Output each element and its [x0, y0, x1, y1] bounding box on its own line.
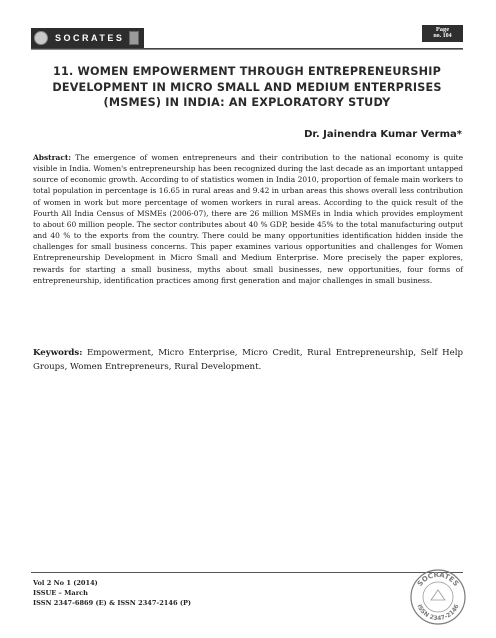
stamp-top-text: SOCRATES	[415, 570, 461, 588]
keywords-text: Empowerment, Micro Enterprise, Micro Credit, Rural Entrepreneurship, Self Help Groups, Women Entrepreneurs, Rural Development.	[33, 348, 464, 372]
abstract-text: The emergence of women entrepreneurs and their contribution to the national economy is quite visible in India. Women's entrepreneurship has been recognized during the last decade as an important untapped source of economic growth. According to of statistics women in India 2010, proportion of female main workers to total population in percentage is 16.65 in rural areas and 9.42 in urban areas this shows overall less contribution of women in work but more percentage of women workers in rural areas. According to the quick result of the Fourth All India Census of MSMEs (2006-07), there are 26 million MSMEs in India which provides employment to about 60 million people. The sector contributes about 40 % GDP, beside 45% to the total manufacturing output and 40 % to the exports from the country. There could be many opportunities identification hidden inside the challenges for small business concerns. This paper examines various opportunities and challenges for Women Entrepreneurship Development in Micro Small and Medium Enterprise. More precisely the paper explores, rewards for starting a small business, myths about small businesses, new opportunities, four forms of entrepreneurship, identification practices among first generation and major challenges in small business.	[33, 153, 464, 285]
volume-info: Vol 2 No 1 (2014)	[33, 579, 98, 587]
journal-brand: SOCRATES	[55, 33, 125, 43]
keywords	[33, 346, 463, 374]
keywords-label: Keywords:	[33, 348, 83, 358]
stamp-emblem-icon	[431, 590, 445, 600]
journal-stamp	[409, 568, 467, 626]
header-divider	[31, 48, 463, 50]
page-number: no. 104	[433, 33, 452, 39]
abstract	[33, 152, 463, 286]
portrait-image	[129, 31, 139, 45]
page-number-badge	[422, 25, 463, 42]
paper-title: 11. WOMEN EMPOWERMENT THROUGH ENTREPRENEURSHIP DEVELOPMENT IN MICRO SMALL AND MEDIUM ENTERPRISES (MSMES) IN INDIA: AN EXPLORATORY STUDY	[52, 65, 442, 109]
stamp-bottom-text: ISSN 2347-2146	[415, 603, 461, 623]
issue-info: ISSUE – March	[33, 589, 88, 597]
author-name: Dr. Jainendra Kumar Verma*	[304, 129, 462, 140]
page-label: Page	[435, 26, 450, 33]
issn-info: ISSN 2347-6869 (E) & ISSN 2347-2146 (P)	[33, 599, 192, 607]
footer	[33, 578, 191, 608]
abstract-label: Abstract:	[33, 153, 72, 162]
journal-header-banner	[31, 28, 144, 48]
journal-logo-icon	[34, 31, 48, 45]
footer-divider	[31, 572, 463, 573]
